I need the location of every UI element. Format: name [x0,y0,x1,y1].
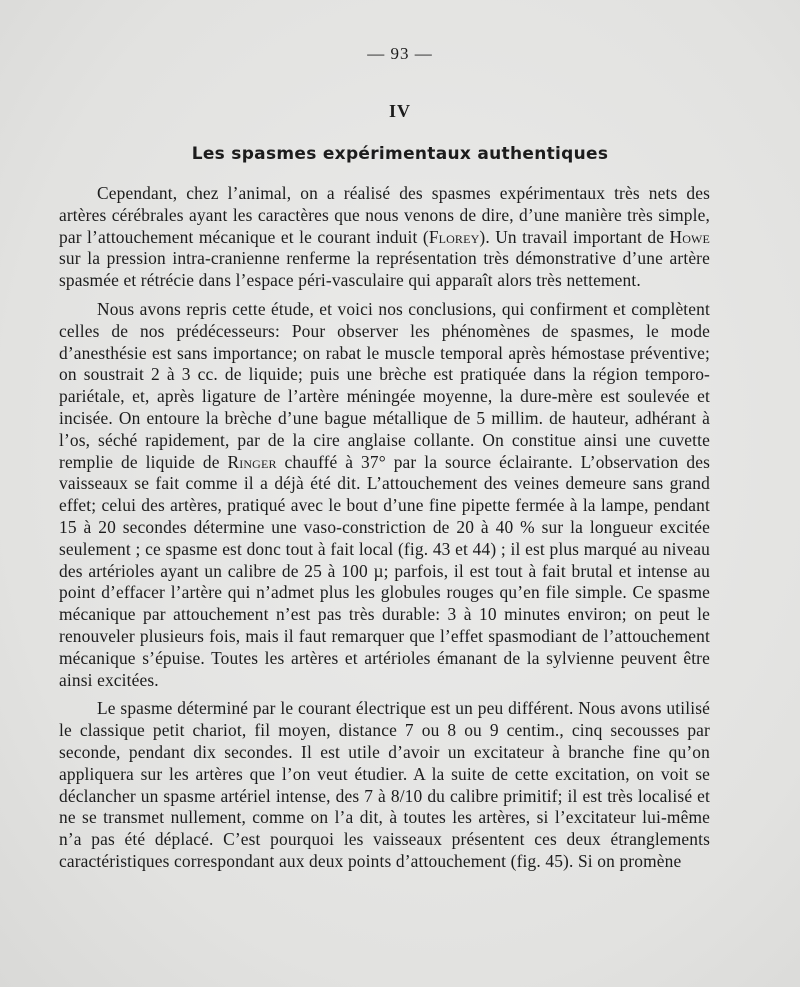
paragraph-2 [59,299,710,691]
chapter-number: IV [388,101,411,121]
paragraph-2-part-a: Nous avons repris cette étude, et voici nos conclusions, qui confirment et complètent celles de nos prédécesseurs: Pour observer les phénomènes de spasmes, le mode d’anesthésie est sans importance; on rabat le muscle temporal après hémostase préventive; on soustrait 2 à 3 cc. de liquide; puis une brèche est pratiquée dans la région temporo-pariétale, et, après ligature de l’artère méningée moyenne, la dure-mère est soulevée et incisée. On entoure la brèche d’une bague métallique de 5 millim. de hauteur, adhérant à l’os, séché rapidement, par de la cire anglaise collante. On constitue ainsi une cuvette remplie de liquide de [59,298,710,472]
author-howe: Howe [669,226,710,247]
page-number: — 93 — [367,44,433,63]
paragraph-1-part-b: ). Un travail important de [479,226,670,247]
body-text [59,183,710,880]
paragraph-1 [59,183,710,292]
paragraph-2-part-b: chauffé à 37° par la source éclairante. L’observation des vaisseaux se fait comme il a déjà été dit. L’attouchement des veines demeure sans grand effet; celui des artères, pratiqué avec le bout d’une fine pipette fermée à la lampe, pendant 15 à 20 secondes détermine une vaso-constriction de 20 à 40 % sur la longueur excitée seulement ; ce spasme est donc tout à fait local (fig. 43 et 44) ; il est plus marqué au niveau des artérioles ayant un calibre de 25 à 100 µ; parfois, il est tout à fait brutal et intense au point d’effacer l’artère qui n’admet plus les globules rouges qu’en file simple. Ce spasme mécanique par attouchement n’est pas très durable: 3 à 10 minutes environ; on peut le renouveler plusieurs fois, mais il faut remarquer que l’effet spasmodiant de l’attouchement mécanique s’épuise. Toutes les artères et artérioles émanant de la sylvienne peuvent être ainsi excitées. [59,451,710,690]
paragraph-3: Le spasme déterminé par le courant électrique est un peu différent. Nous avons utilisé le classique petit chariot, fil moyen, distance 7 ou 8 ou 9 centim., cinq secousses par seconde, pendant dix secondes. Il est utile d’avoir un excitateur à branche fine qu’on appliquera sur les artères que l’on veut étudier. A la suite de cette excitation, on voit se déclancher un spasme artériel intense, des 7 à 8/10 du calibre primitif; il est très localisé et ne se transmet nullement, comme on l’a dit, à toutes les artères, si l’excitateur lui-même n’a pas été déplacé. C’est pourquoi les vaisseaux présentent ces deux étranglements caractéristiques correspondant aux deux points d’attouchement (fig. 45). Si on promène [59,698,710,871]
author-florey: Florey [428,226,480,247]
section-title: Les spasmes expérimentaux authentiques [191,144,609,164]
author-ringer: Ringer [227,451,277,472]
paragraph-1-part-a: Cependant, chez l’animal, on a réalisé des spasmes expérimentaux très nets des artères cérébrales ayant les caractères que nous venons de dire, d’une manière très simple, par l’attouchement mécanique et le courant induit ( [59,183,710,247]
paragraph-1-part-c: sur la pression intra-cranienne renferme la représentation très démonstrative d’une artère spasmée et rétrécie dans l’espace péri-vasculaire qui apparaît alors très nettement. [59,248,710,291]
